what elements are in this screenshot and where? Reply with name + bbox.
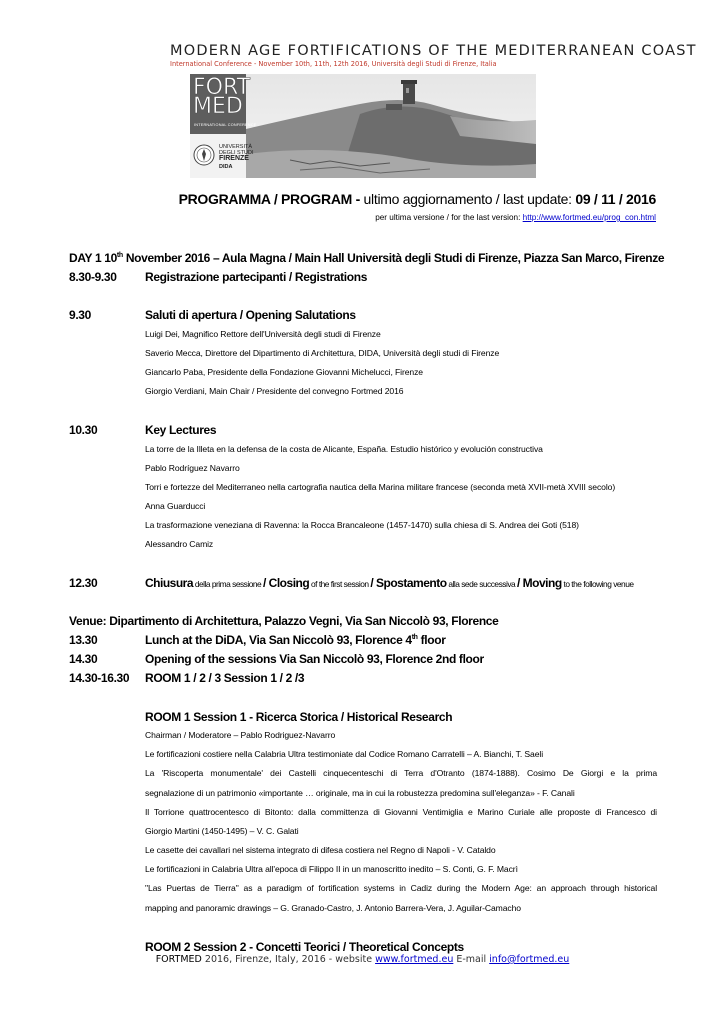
page-footer (0, 954, 725, 965)
univ-line-3: FIRENZE (219, 155, 249, 162)
lunch-sup: th (411, 634, 418, 641)
rooms-label: ROOM 1 / 2 / 3 Session 1 / 2 /3 (145, 671, 305, 685)
opening-speaker: Giancarlo Paba, Presidente della Fondazione Giovanni Michelucci, Firenze (145, 367, 423, 377)
room1-line: Giorgio Martini (1450-1495) – V. C. Galati (145, 826, 299, 836)
footer-brand: FORTMED (155, 954, 202, 965)
lunch-time: 13.30 (69, 633, 98, 647)
lunch-after: floor (417, 633, 446, 647)
day1-sup: th (116, 252, 123, 259)
program-link[interactable]: http://www.fortmed.eu/prog_con.html (522, 213, 656, 222)
day1-rest: November 2016 – Aula Magna / Main Hall Università degli Studi di Firenze, Piazza San Marco, Firenze (122, 251, 665, 265)
program-title-bold: PROGRAMMA / PROGRAM - (178, 191, 360, 207)
closing-b2: / Closing (263, 576, 310, 590)
room1-line: segnalazione di un patrimonio «importante … originale, ma in cui la robustezza predomina sull'eleganza» - F. Canali (145, 788, 575, 798)
room1-line: Le casette dei cavallari nel sistema integrato di difesa costiera nel Regno di Napoli - V. Cataldo (145, 845, 496, 855)
fortmed-logo (193, 75, 251, 119)
opening-speaker: Saverio Mecca, Direttore del Dipartimento di Architettura, DIDA, Università degli studi di Firenze (145, 348, 500, 358)
closing-label (145, 576, 634, 590)
footer-email-link[interactable]: info@fortmed.eu (489, 954, 570, 965)
logo-line-2: MED (193, 94, 243, 119)
opening-speaker: Giorgio Verdiani, Main Chair / Presidente del convegno Fortmed 2016 (145, 386, 404, 396)
room1-line: La 'Riscoperta monumentale' dei Castelli cinquecenteschi di Terra d'Otranto (1874-1888). Cosimo De Giorgi e la prima (145, 768, 657, 778)
rooms-time: 14.30-16.30 (69, 671, 130, 685)
univ-line-2: DEGLI STUDI (219, 150, 254, 156)
room1-line: Le fortificazioni costiere nella Calabria Ultra testimoniate dal Codice Romano Carratelli – A. Bianchi, T. Saeli (145, 749, 543, 759)
conference-title: MODERN AGE FORTIFICATIONS OF THE MEDITERRANEAN COAST (170, 43, 697, 59)
closing-n4: to the following venue (561, 579, 634, 589)
closing-n1: della prima sessione (193, 579, 264, 589)
program-note (375, 213, 656, 222)
conference-subtitle: International Conference - November 10th, 11th, 12th 2016, Università degli Studi di Firenze, Italia (170, 60, 497, 68)
closing-n3: alla sede successiva (446, 579, 517, 589)
lecture-line: Alessandro Camiz (145, 539, 214, 549)
lecture-line: Torri e fortezze del Mediterraneo nella cartografia nautica della Marina militare francese (seconda metà XVII-metà XVIII secolo) (145, 482, 616, 492)
registration-time: 8.30-9.30 (69, 270, 117, 284)
dida-logo: DIDA (219, 164, 233, 170)
key-lectures-label: Key Lectures (145, 423, 217, 437)
room1-chair: Chairman / Moderatore – Pablo Rodriguez-Navarro (145, 730, 336, 740)
room1-title: ROOM 1 Session 1 - Ricerca Storica / Historical Research (145, 710, 453, 724)
lunch-label (145, 633, 446, 647)
program-title-normal: ultimo aggiornamento / last update: (359, 191, 576, 207)
closing-b1: Chiusura (145, 576, 194, 590)
footer-text: 2016, Firenze, Italy, 2016 - website (201, 954, 376, 965)
opening-label: Saluti di apertura / Opening Salutations (145, 308, 356, 322)
day1-heading (69, 251, 664, 265)
closing-b3: / Spostamento (370, 576, 447, 590)
room1-line: mapping and panoramic drawings – G. Granado-Castro, J. Antonio Barrera-Vera, J. Aguilar-Camacho (145, 903, 521, 913)
univ-line-1: UNIVERSITÀ (219, 144, 253, 150)
footer-email-label: E-mail (453, 954, 490, 965)
program-title (179, 191, 656, 207)
lecture-line: Pablo Rodríguez Navarro (145, 463, 240, 473)
room1-line: Le fortificazioni in Calabria Ultra all'epoca di Filippo II in un manoscritto inedito – S. Conti, G. F. Macrì (145, 864, 518, 874)
room1-line: "Las Puertas de Tierra" as a paradigm of fortification systems in Cadiz during the Modern Age: an approach through historical (145, 883, 657, 893)
room1-line: Il Torrione quattrocentesco di Bitonto: dalla committenza di Giovanni Ventimiglia e Marino Curiale alle proposte di Francesco di (145, 807, 657, 817)
logo-line-1: FORT (193, 75, 251, 100)
lecture-line: La trasformazione veneziana di Ravenna: la Rocca Brancaleone (1457-1470) sulla chiesa di S. Andrea dei Goti (518) (145, 520, 579, 530)
day1-prefix: DAY 1 10 (69, 251, 117, 265)
program-update-date: 09 / 11 / 2016 (575, 191, 656, 207)
sessions-open-time: 14.30 (69, 652, 98, 666)
program-note-text: per ultima versione / for the last version: (375, 213, 523, 222)
university-name (219, 144, 254, 162)
opening-speaker: Luigi Dei, Magnifico Rettore dell'Università degli studi di Firenze (145, 329, 381, 339)
university-seal-icon (193, 144, 215, 166)
closing-b4: / Moving (517, 576, 562, 590)
lunch-text: Lunch at the DiDA, Via San Niccolò 93, Florence 4 (145, 633, 412, 647)
venue-heading: Venue: Dipartimento di Architettura, Palazzo Vegni, Via San Niccolò 93, Florence (69, 614, 499, 628)
room2-title: ROOM 2 Session 2 - Concetti Teorici / Theoretical Concepts (145, 940, 464, 954)
lecture-line: La torre de la Illeta en la defensa de la costa de Alicante, España. Estudio histórico y evolución constructiva (145, 444, 543, 454)
closing-time: 12.30 (69, 576, 98, 590)
key-lectures-time: 10.30 (69, 423, 98, 437)
closing-n2: of the first session (309, 579, 371, 589)
lecture-line: Anna Guarducci (145, 501, 206, 511)
sessions-open-label: Opening of the sessions Via San Niccolò 93, Florence 2nd floor (145, 652, 484, 666)
registration-label: Registrazione partecipanti / Registrations (145, 270, 368, 284)
logo-subtitle: INTERNATIONAL CONFERENCE (194, 123, 257, 127)
opening-time: 9.30 (69, 308, 91, 322)
footer-website-link[interactable]: www.fortmed.eu (375, 954, 454, 965)
